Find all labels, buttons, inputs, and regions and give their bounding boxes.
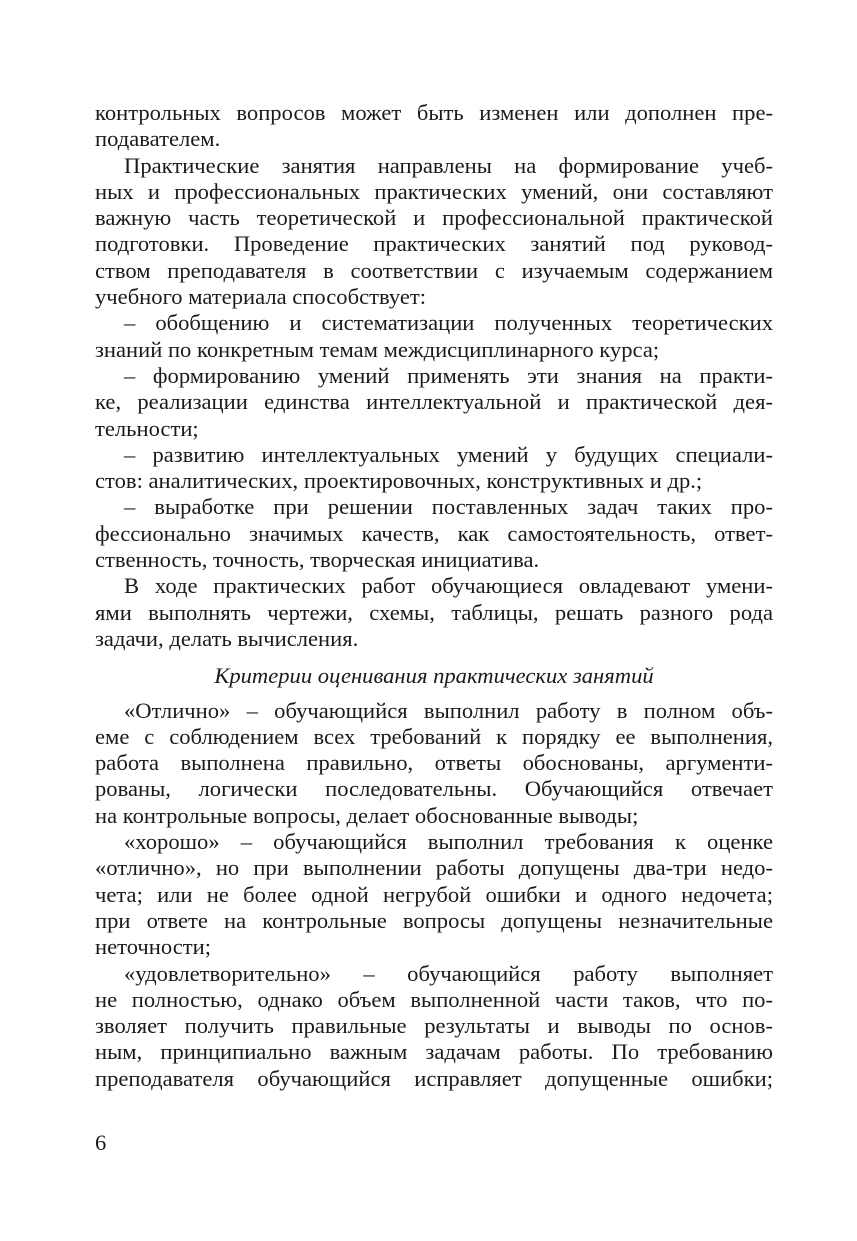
- text-line: ственность, точность, творческая инициатива.: [95, 547, 540, 573]
- text-line: рованы, логически последовательны. Обучающийся отвечает: [95, 776, 773, 802]
- text-line: ным, принципиально важным задачам работы. По требованию: [95, 1039, 773, 1065]
- text-line: знаний по конкретным темам междисциплинарного курса;: [95, 336, 660, 362]
- text-line: «отлично», но при выполнении работы допущены два-три недо-: [95, 855, 773, 881]
- text-line: неточности;: [95, 934, 211, 960]
- text-line: В ходе практических работ обучающиеся овладевают умени-: [124, 573, 773, 599]
- text-line: – обобщению и систематизации полученных теоретических: [124, 310, 773, 336]
- text-line: на контрольные вопросы, делает обоснованные выводы;: [95, 802, 639, 828]
- text-line: «Отлично» – обучающийся выполнил работу в полном объ-: [124, 697, 773, 723]
- text-line: работа выполнена правильно, ответы обоснованы, аргументи-: [95, 750, 773, 776]
- text-line: задачи, делать вычисления.: [95, 625, 359, 651]
- text-line: подавателем.: [95, 126, 221, 152]
- text-line: тельности;: [95, 415, 199, 441]
- text-line: чета; или не более одной негрубой ошибки и одного недочета;: [95, 881, 773, 907]
- text-line: преподавателя обучающийся исправляет допущенные ошибки;: [95, 1065, 773, 1091]
- text-line: «удовлетворительно» – обучающийся работу выполняет: [124, 960, 773, 986]
- text-line: ями выполнять чертежи, схемы, таблицы, решать разного рода: [95, 599, 773, 625]
- text-line: «хорошо» – обучающийся выполнил требования к оценке: [124, 829, 773, 855]
- text-line: ством преподавателя в соответствии с изучаемым содержанием: [95, 257, 773, 283]
- text-line: ных и профессиональных практических умений, они составляют: [95, 178, 773, 204]
- text-line: – выработке при решении поставленных задач таких про-: [124, 494, 773, 520]
- text-line: подготовки. Проведение практических занятий под руковод-: [95, 231, 773, 257]
- text-line: зволяет получить правильные результаты и выводы по основ-: [95, 1013, 773, 1039]
- page-number: 6: [95, 1130, 107, 1155]
- text-line: еме с соблюдением всех требований к порядку ее выполнения,: [95, 723, 773, 749]
- text-line: учебного материала способствует:: [95, 284, 427, 310]
- text-line: – развитию интеллектуальных умений у будущих специали-: [124, 441, 773, 467]
- text-line: фессионально значимых качеств, как самостоятельность, ответ-: [95, 520, 773, 546]
- text-line: важную часть теоретической и профессиональной практической: [95, 205, 773, 231]
- section-heading: Критерии оценивания практических занятий: [214, 663, 654, 689]
- text-line: – формированию умений применять эти знания на практи-: [124, 362, 773, 388]
- text-line: ке, реализации единства интеллектуальной и практической дея-: [95, 389, 773, 415]
- text-line: не полностью, однако объем выполненной части таков, что по-: [95, 986, 773, 1012]
- text-block-after-heading: [95, 698, 773, 1092]
- page-body: [95, 100, 773, 1092]
- text-line: при ответе на контрольные вопросы допущены незначительные: [95, 907, 773, 933]
- text-line: контрольных вопросов может быть изменен или дополнен пре-: [95, 100, 773, 125]
- text-line: стов: аналитических, проектировочных, конструктивных и др.;: [95, 468, 703, 494]
- text-block-before-heading: [95, 100, 773, 652]
- text-line: Практические занятия направлены на формирование учеб-: [124, 152, 773, 178]
